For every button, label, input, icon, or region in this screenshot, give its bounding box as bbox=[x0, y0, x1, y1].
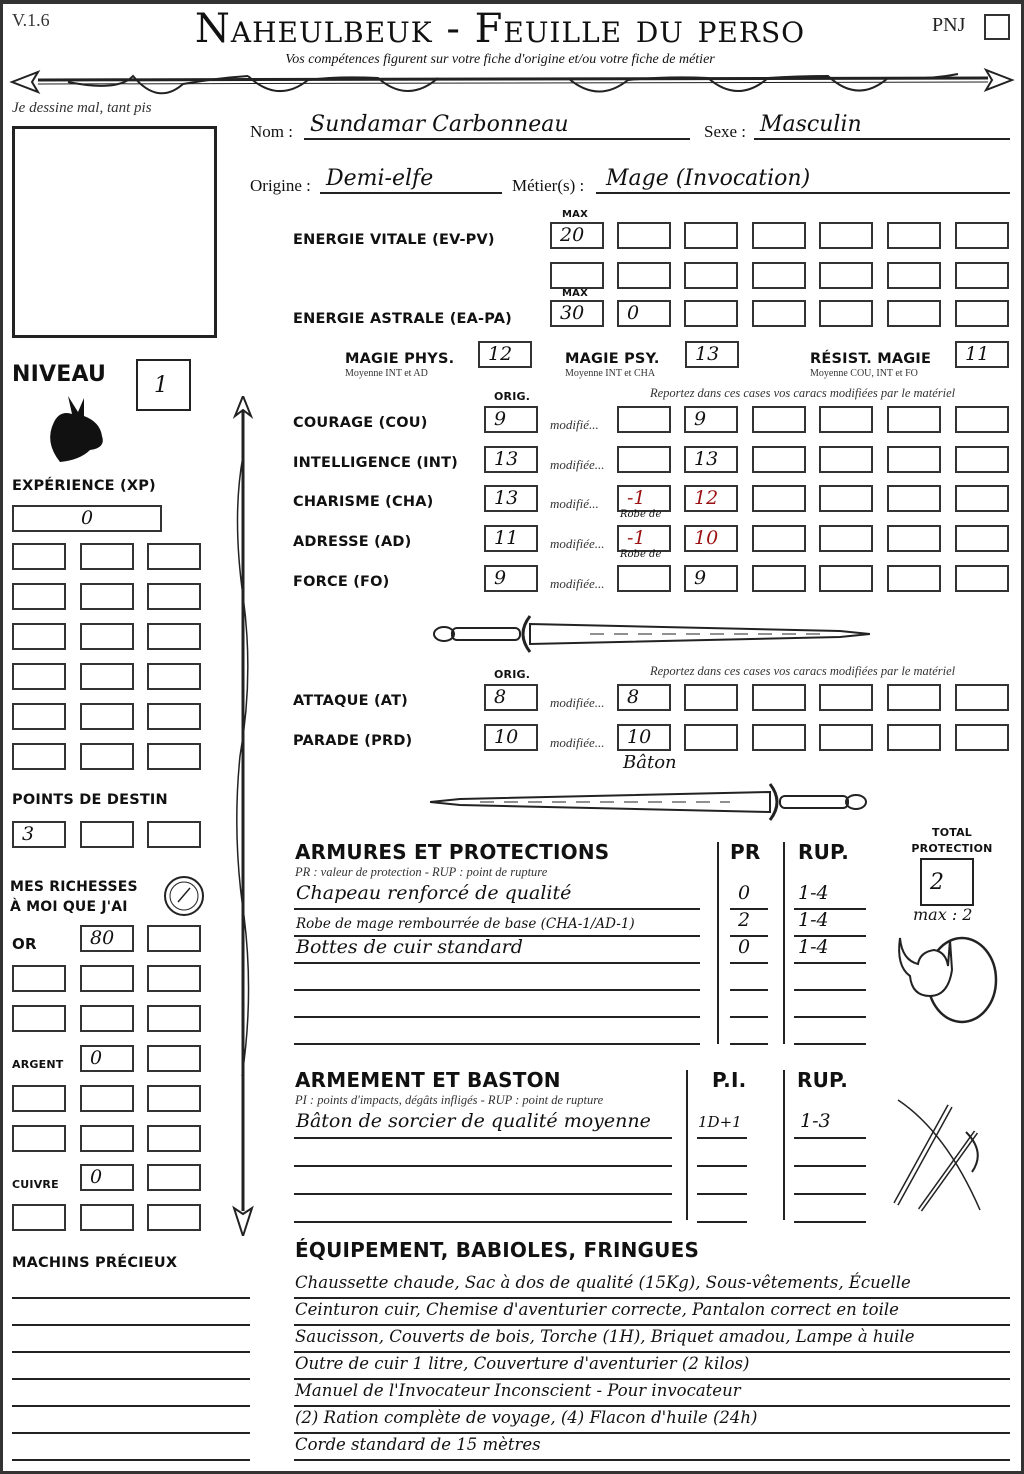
combat-mod-box[interactable]: 8 bbox=[617, 684, 671, 711]
metier-label: Métier(s) : bbox=[512, 176, 585, 195]
carac-mod-note: Robe de bbox=[620, 549, 662, 560]
carac-orig-value[interactable]: 9 bbox=[484, 565, 538, 592]
argent-label: ARGENT bbox=[12, 1058, 64, 1071]
machins-line[interactable] bbox=[12, 1351, 250, 1353]
version-label: V.1.6 bbox=[12, 10, 50, 30]
coin-icon bbox=[162, 874, 208, 918]
xp-box[interactable] bbox=[147, 663, 201, 690]
xp-box[interactable] bbox=[12, 543, 66, 570]
xp-box[interactable] bbox=[12, 623, 66, 650]
magie-phys-note: Moyenne INT et AD bbox=[345, 368, 428, 379]
argent-extra-box[interactable] bbox=[12, 1085, 66, 1112]
weapon-pi-line bbox=[697, 1137, 747, 1139]
equipment-underline bbox=[294, 1432, 1010, 1434]
carac-label: FORCE (FO) bbox=[293, 574, 390, 590]
dragon-head-icon bbox=[40, 392, 106, 464]
cuivre-extra-box[interactable] bbox=[12, 1204, 66, 1231]
carac-mod-box[interactable] bbox=[955, 446, 1009, 473]
armor-name-line bbox=[294, 962, 700, 964]
carac-mod-box[interactable] bbox=[887, 406, 941, 433]
ea-box[interactable] bbox=[819, 300, 873, 327]
carac-mod-box[interactable] bbox=[819, 446, 873, 473]
wealth-title-1: MES RICHESSES bbox=[10, 879, 138, 895]
niveau-label: NIVEAU bbox=[12, 362, 107, 387]
combat-mod-box[interactable] bbox=[955, 724, 1009, 751]
origine-value[interactable]: Demi-elfe bbox=[326, 166, 434, 191]
carac-mod-box[interactable] bbox=[819, 406, 873, 433]
magie-psy-label: MAGIE PSY. bbox=[565, 351, 660, 367]
carac-mod-box[interactable] bbox=[819, 525, 873, 552]
weapon-rup-line bbox=[794, 1165, 866, 1167]
armor-name-line bbox=[294, 1043, 700, 1045]
ea-box[interactable] bbox=[752, 300, 806, 327]
weapon-pi-line bbox=[697, 1165, 747, 1167]
ev-box[interactable] bbox=[752, 262, 806, 289]
armor-pr[interactable]: 0 bbox=[738, 882, 751, 904]
carac-mod-box[interactable] bbox=[887, 485, 941, 512]
equipment-underline bbox=[294, 1459, 1010, 1461]
armor-name[interactable]: Chapeau renforcé de qualité bbox=[296, 882, 572, 904]
combat-report-note: Reportez dans ces cases vos caracs modifiées par le matériel bbox=[650, 664, 956, 678]
ev-box[interactable]: 20 bbox=[550, 222, 604, 249]
armor-name[interactable]: Bottes de cuir standard bbox=[296, 936, 523, 958]
xp-box[interactable] bbox=[147, 543, 201, 570]
armor-divider-2 bbox=[783, 842, 785, 1044]
magie-phys-label: MAGIE PHYS. bbox=[345, 351, 455, 367]
or-extra-box[interactable] bbox=[147, 1005, 201, 1032]
armor-pr-line bbox=[730, 1016, 768, 1018]
ev-box[interactable] bbox=[955, 222, 1009, 249]
armor-col-rup: RUP. bbox=[798, 840, 850, 864]
combat-mod-box[interactable] bbox=[752, 684, 806, 711]
destin-box[interactable] bbox=[80, 821, 134, 848]
nom-underline bbox=[304, 138, 690, 140]
machins-line[interactable] bbox=[12, 1432, 250, 1434]
ev-box[interactable] bbox=[550, 262, 604, 289]
equipment-line[interactable]: Saucisson, Couverts de bois, Torche (1H), Briquet amadou, Lampe à huile bbox=[295, 1327, 915, 1346]
carac-mod-note: Robe de bbox=[620, 509, 662, 520]
xp-box[interactable] bbox=[12, 703, 66, 730]
carac-label: CHARISME (CHA) bbox=[293, 494, 434, 510]
weapons-divider-1 bbox=[686, 1070, 688, 1220]
carac-mod-box[interactable] bbox=[752, 525, 806, 552]
nom-value[interactable]: Sundamar Carbonneau bbox=[310, 112, 569, 137]
crossed-weapons-icon bbox=[886, 1092, 986, 1216]
carac-mod-box[interactable] bbox=[752, 446, 806, 473]
ea-box[interactable]: 30 bbox=[550, 300, 604, 327]
weapons-note: PI : points d'impacts, dégâts infligés - RUP : point de rupture bbox=[295, 1093, 604, 1107]
combat-mod-box[interactable]: 10 bbox=[617, 724, 671, 751]
armor-pr-line bbox=[730, 1043, 768, 1045]
machins-line[interactable] bbox=[12, 1405, 250, 1407]
ea-box[interactable] bbox=[955, 300, 1009, 327]
sword-icon-2 bbox=[430, 780, 870, 824]
xp-value[interactable]: 0 bbox=[12, 505, 162, 532]
carac-modif-label: modifié... bbox=[550, 496, 599, 511]
carac-mod-box[interactable] bbox=[752, 485, 806, 512]
argent-extra-box[interactable] bbox=[80, 1125, 134, 1152]
resist-magie-note: Moyenne COU, INT et FO bbox=[810, 368, 918, 379]
portrait-box[interactable] bbox=[12, 126, 217, 338]
weapon-name-line bbox=[294, 1193, 672, 1195]
combat-mod-box[interactable] bbox=[819, 724, 873, 751]
combat-mod-box[interactable] bbox=[752, 724, 806, 751]
or-extra-box[interactable] bbox=[147, 965, 201, 992]
weapon-rup-line bbox=[794, 1193, 866, 1195]
weapon-pi[interactable]: 1D+1 bbox=[698, 1113, 742, 1131]
origine-label: Origine : bbox=[250, 176, 311, 195]
helmet-shield-icon bbox=[890, 930, 1002, 1030]
machins-line[interactable] bbox=[12, 1459, 250, 1461]
machins-line[interactable] bbox=[12, 1324, 250, 1326]
combat-orig-value[interactable]: 10 bbox=[484, 724, 538, 751]
weapon-name-line bbox=[294, 1165, 672, 1167]
carac-modif-label: modifiée... bbox=[550, 457, 605, 472]
ev-box[interactable] bbox=[955, 262, 1009, 289]
cuivre-extra-box[interactable] bbox=[147, 1204, 201, 1231]
carac-orig-value[interactable]: 13 bbox=[484, 485, 538, 512]
combat-modif-label: modifiée... bbox=[550, 695, 605, 710]
weapon-name-line bbox=[294, 1137, 672, 1139]
total-protection-label-2: PROTECTION bbox=[911, 842, 993, 855]
metier-value[interactable]: Mage (Invocation) bbox=[606, 166, 811, 191]
equipment-line[interactable]: Chaussette chaude, Sac à dos de qualité (15Kg), Sous-vêtements, Écuelle bbox=[295, 1273, 911, 1292]
carac-report-note: Reportez dans ces cases vos caracs modifiées par le matériel bbox=[650, 386, 956, 400]
sexe-value[interactable]: Masculin bbox=[760, 112, 862, 137]
total-protection-value[interactable]: 2 bbox=[920, 858, 974, 906]
armor-name-line bbox=[294, 908, 700, 910]
machins-line[interactable] bbox=[12, 1297, 250, 1299]
nom-label: Nom : bbox=[250, 122, 293, 141]
weapon-pi-line bbox=[697, 1193, 747, 1195]
ea-box[interactable]: 0 bbox=[617, 300, 671, 327]
carac-label: ADRESSE (AD) bbox=[293, 534, 412, 550]
total-protection-max: max : 2 bbox=[913, 905, 973, 924]
carac-mod-box[interactable] bbox=[617, 406, 671, 433]
ea-label: ENERGIE ASTRALE (EA-PA) bbox=[293, 311, 513, 327]
weapon-rup[interactable]: 1-3 bbox=[800, 1110, 831, 1132]
weapons-divider-2 bbox=[783, 1070, 785, 1220]
combat-mod-box[interactable] bbox=[819, 684, 873, 711]
carac-mod-box[interactable]: -1 bbox=[617, 485, 671, 512]
armor-name-line bbox=[294, 989, 700, 991]
carac-orig-label: ORIG. bbox=[494, 390, 531, 403]
equipment-line[interactable]: Corde standard de 15 mètres bbox=[295, 1435, 541, 1454]
weapon-name[interactable]: Bâton de sorcier de qualité moyenne bbox=[296, 1110, 651, 1132]
ev-box[interactable] bbox=[887, 222, 941, 249]
carac-mod-box[interactable] bbox=[955, 525, 1009, 552]
combat-mod-box[interactable] bbox=[955, 684, 1009, 711]
carac-modif-label: modifiée... bbox=[550, 536, 605, 551]
carac-mod-box[interactable] bbox=[752, 565, 806, 592]
portrait-caption: Je dessine mal, tant pis bbox=[12, 100, 152, 116]
ev-label: ENERGIE VITALE (EV-PV) bbox=[293, 232, 495, 248]
armor-pr[interactable]: 2 bbox=[738, 909, 751, 931]
resist-magie-value[interactable]: 11 bbox=[955, 341, 1009, 368]
weapon-name-line bbox=[294, 1221, 672, 1223]
origine-underline bbox=[320, 192, 502, 194]
sexe-underline bbox=[754, 138, 1010, 140]
xp-box[interactable] bbox=[80, 743, 134, 770]
armor-pr-line bbox=[730, 989, 768, 991]
carac-mod-box[interactable]: 12 bbox=[684, 485, 738, 512]
equipment-underline bbox=[294, 1324, 1010, 1326]
cuivre-extra-box[interactable] bbox=[80, 1204, 134, 1231]
equipment-line[interactable]: Outre de cuir 1 litre, Couverture d'aventurier (2 kilos) bbox=[295, 1354, 750, 1373]
destin-box[interactable]: 3 bbox=[12, 821, 66, 848]
armor-note: PR : valeur de protection - RUP : point de rupture bbox=[295, 865, 548, 879]
combat-mod-box[interactable] bbox=[684, 724, 738, 751]
equipment-underline bbox=[294, 1378, 1010, 1380]
armor-name[interactable]: Robe de mage rembourrée de base (CHA-1/AD-1) bbox=[296, 916, 635, 932]
ea-max-label: MAX bbox=[562, 288, 589, 299]
argent-extra-box[interactable] bbox=[12, 1125, 66, 1152]
xp-label: EXPÉRIENCE (XP) bbox=[12, 478, 156, 494]
or-extra-box[interactable] bbox=[12, 1005, 66, 1032]
ev-box[interactable] bbox=[752, 222, 806, 249]
weapons-col-pi: P.I. bbox=[712, 1068, 747, 1092]
equipment-underline bbox=[294, 1351, 1010, 1353]
page-title: Naheulbeuk - Feuille du perso bbox=[194, 6, 806, 52]
carac-mod-box[interactable] bbox=[819, 565, 873, 592]
carac-mod-box[interactable] bbox=[887, 565, 941, 592]
xp-box[interactable] bbox=[147, 743, 201, 770]
xp-box[interactable] bbox=[80, 623, 134, 650]
carac-mod-box[interactable] bbox=[617, 446, 671, 473]
xp-box[interactable] bbox=[80, 703, 134, 730]
armor-pr[interactable]: 0 bbox=[738, 936, 751, 958]
carac-orig-value[interactable]: 9 bbox=[484, 406, 538, 433]
ev-box[interactable] bbox=[684, 262, 738, 289]
destin-box[interactable] bbox=[147, 821, 201, 848]
combat-label: PARADE (PRD) bbox=[293, 733, 413, 749]
carac-modif-label: modifié... bbox=[550, 417, 599, 432]
armor-rup-line bbox=[794, 1016, 866, 1018]
armor-col-pr: PR bbox=[730, 840, 761, 864]
argent-extra-box[interactable] bbox=[147, 1125, 201, 1152]
destin-label: POINTS DE DESTIN bbox=[12, 792, 168, 808]
equipment-underline bbox=[294, 1405, 1010, 1407]
carac-mod-box[interactable]: 9 bbox=[684, 406, 738, 433]
xp-box[interactable] bbox=[80, 583, 134, 610]
equipment-underline bbox=[294, 1297, 1010, 1299]
carac-mod-box[interactable]: 10 bbox=[684, 525, 738, 552]
ev-max-label: MAX bbox=[562, 209, 589, 220]
argent-box[interactable]: 0 bbox=[80, 1045, 134, 1072]
ev-box[interactable] bbox=[617, 222, 671, 249]
machins-line[interactable] bbox=[12, 1378, 250, 1380]
argent-extra-box[interactable] bbox=[80, 1085, 134, 1112]
page-subtitle: Vos compétences figurent sur votre fiche d'origine et/ou votre fiche de métier bbox=[285, 52, 715, 67]
xp-box[interactable] bbox=[12, 663, 66, 690]
carac-mod-box[interactable]: -1 bbox=[617, 525, 671, 552]
combat-mod-box[interactable] bbox=[887, 724, 941, 751]
vertical-spear-icon bbox=[228, 396, 258, 1236]
magie-psy-value[interactable]: 13 bbox=[685, 341, 739, 368]
armor-rup[interactable]: 1-4 bbox=[798, 882, 829, 904]
niveau-value[interactable]: 1 bbox=[136, 359, 191, 411]
armor-pr-line bbox=[730, 962, 768, 964]
carac-mod-box[interactable]: 13 bbox=[684, 446, 738, 473]
equipment-line[interactable]: Manuel de l'Invocateur Inconscient - Pour invocateur bbox=[295, 1381, 741, 1400]
pnj-checkbox[interactable] bbox=[984, 14, 1010, 40]
xp-box[interactable] bbox=[80, 543, 134, 570]
ea-box[interactable] bbox=[684, 300, 738, 327]
sword-icon bbox=[430, 612, 870, 656]
sexe-label: Sexe : bbox=[704, 122, 747, 141]
carac-mod-box[interactable] bbox=[617, 565, 671, 592]
ev-box[interactable] bbox=[684, 222, 738, 249]
armor-rup-line bbox=[794, 962, 866, 964]
armor-divider-1 bbox=[717, 842, 719, 1044]
carac-mod-box[interactable] bbox=[887, 525, 941, 552]
ev-box[interactable] bbox=[887, 262, 941, 289]
xp-box[interactable] bbox=[12, 583, 66, 610]
resist-magie-label: RÉSIST. MAGIE bbox=[810, 351, 932, 367]
equipment-line[interactable]: Ceinturon cuir, Chemise d'aventurier correcte, Pantalon correct en toile bbox=[295, 1300, 899, 1319]
combat-modif-label: modifiée... bbox=[550, 735, 605, 750]
or-extra-box[interactable] bbox=[80, 1005, 134, 1032]
carac-mod-box[interactable] bbox=[955, 485, 1009, 512]
combat-orig-label: ORIG. bbox=[494, 668, 531, 681]
carac-orig-value[interactable]: 11 bbox=[484, 525, 538, 552]
magie-phys-value[interactable]: 12 bbox=[478, 341, 532, 368]
argent-box[interactable] bbox=[147, 1045, 201, 1072]
weapons-title: ARMEMENT ET BASTON bbox=[295, 1068, 561, 1092]
or-extra-box[interactable] bbox=[80, 965, 134, 992]
weapon-pi-line bbox=[697, 1221, 747, 1223]
xp-box[interactable] bbox=[12, 743, 66, 770]
armor-rup[interactable]: 1-4 bbox=[798, 936, 829, 958]
carac-mod-box[interactable] bbox=[819, 485, 873, 512]
equipment-line[interactable]: (2) Ration complète de voyage, (4) Flacon d'huile (24h) bbox=[295, 1408, 758, 1427]
metier-underline bbox=[596, 192, 1010, 194]
total-protection-label-1: TOTAL bbox=[931, 826, 973, 839]
combat-orig-value[interactable]: 8 bbox=[484, 684, 538, 711]
carac-label: COURAGE (COU) bbox=[293, 415, 428, 431]
armor-title: ARMURES ET PROTECTIONS bbox=[295, 840, 610, 864]
armor-rup-line bbox=[794, 1043, 866, 1045]
ev-box[interactable] bbox=[617, 262, 671, 289]
xp-box[interactable] bbox=[147, 623, 201, 650]
weapon-rup-line bbox=[794, 1137, 866, 1139]
equipment-title: ÉQUIPEMENT, BABIOLES, FRINGUES bbox=[295, 1238, 700, 1262]
carac-label: INTELLIGENCE (INT) bbox=[293, 455, 459, 471]
pnj-label: PNJ bbox=[932, 14, 966, 36]
ev-box[interactable] bbox=[819, 222, 873, 249]
argent-extra-box[interactable] bbox=[147, 1085, 201, 1112]
ea-box[interactable] bbox=[887, 300, 941, 327]
weapon-rup-line bbox=[794, 1221, 866, 1223]
wealth-title-2: À MOI QUE J'AI bbox=[10, 899, 128, 915]
cuivre-box[interactable] bbox=[147, 1164, 201, 1191]
machins-label: MACHINS PRÉCIEUX bbox=[12, 1255, 178, 1271]
carac-mod-box[interactable] bbox=[887, 446, 941, 473]
armor-name-line bbox=[294, 1016, 700, 1018]
carac-mod-box[interactable]: 9 bbox=[684, 565, 738, 592]
cuivre-label: CUIVRE bbox=[12, 1178, 59, 1191]
xp-box[interactable] bbox=[80, 663, 134, 690]
combat-mod-box[interactable] bbox=[684, 684, 738, 711]
xp-box[interactable] bbox=[147, 583, 201, 610]
or-extra-box[interactable] bbox=[12, 965, 66, 992]
combat-label: ATTAQUE (AT) bbox=[293, 693, 409, 709]
carac-mod-box[interactable] bbox=[955, 565, 1009, 592]
armor-rup-line bbox=[794, 989, 866, 991]
weapons-col-rup: RUP. bbox=[797, 1068, 849, 1092]
spear-ornament-icon bbox=[8, 62, 1016, 102]
or-label: OR bbox=[12, 935, 37, 953]
carac-modif-label: modifiée... bbox=[550, 576, 605, 591]
carac-mod-box[interactable] bbox=[955, 406, 1009, 433]
or-box[interactable] bbox=[147, 925, 201, 952]
or-box[interactable]: 80 bbox=[80, 925, 134, 952]
xp-box[interactable] bbox=[147, 703, 201, 730]
cuivre-box[interactable]: 0 bbox=[80, 1164, 134, 1191]
carac-mod-box[interactable] bbox=[752, 406, 806, 433]
combat-mod-box[interactable] bbox=[887, 684, 941, 711]
parade-weapon-note: Bâton bbox=[623, 752, 677, 773]
ev-box[interactable] bbox=[819, 262, 873, 289]
armor-rup[interactable]: 1-4 bbox=[798, 909, 829, 931]
carac-orig-value[interactable]: 13 bbox=[484, 446, 538, 473]
magie-psy-note: Moyenne INT et CHA bbox=[565, 368, 656, 379]
